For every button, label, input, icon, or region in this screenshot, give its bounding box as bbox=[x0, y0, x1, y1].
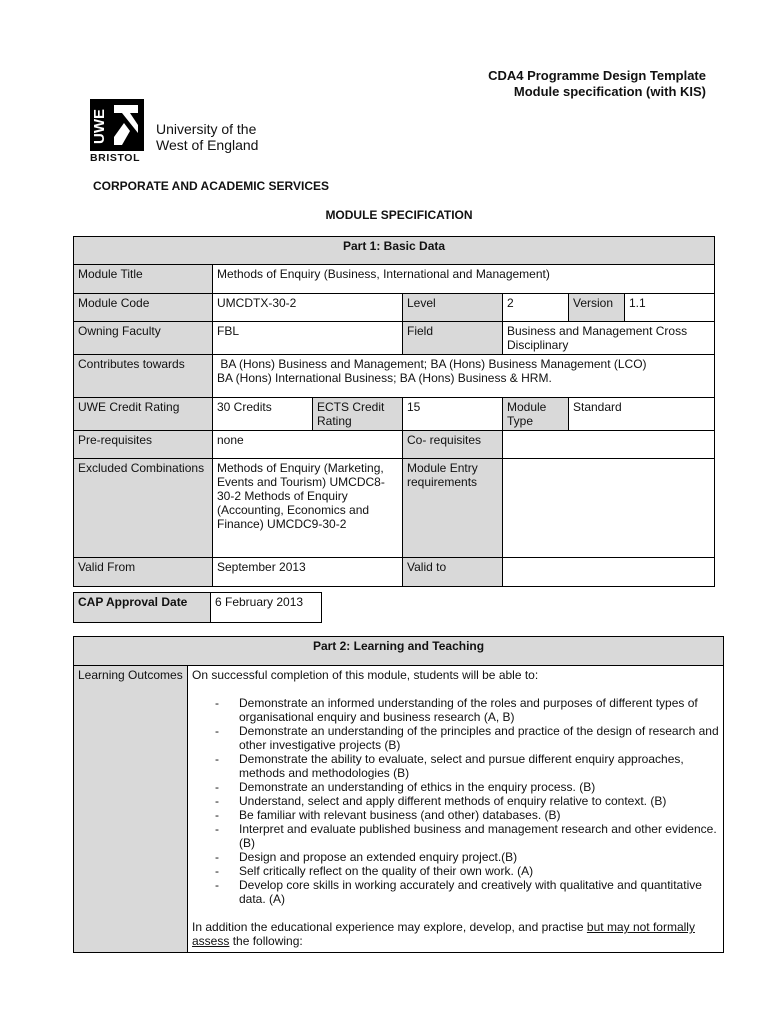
list-item bbox=[192, 878, 719, 906]
bullet-dash: - bbox=[215, 808, 219, 822]
list-item bbox=[192, 752, 719, 780]
logo-university-name bbox=[156, 121, 258, 153]
module-title-value: Methods of Enquiry (Business, International and Management) bbox=[213, 265, 715, 294]
valid-to-value bbox=[503, 558, 715, 587]
list-item bbox=[192, 822, 719, 850]
level-label: Level bbox=[403, 294, 503, 322]
list-item bbox=[192, 724, 719, 752]
ects-value: 15 bbox=[403, 398, 503, 431]
outcome-text: Be familiar with relevant business (and other) databases. (B) bbox=[239, 808, 561, 822]
bullet-dash: - bbox=[215, 752, 219, 766]
excluded-combinations-value: Methods of Enquiry (Marketing, Events and Tourism) UMCDC8-30-2 Methods of Enquiry (Accounting, Economics and Finance) UMCDC9-30-2 bbox=[213, 459, 403, 558]
owning-faculty-label: Owning Faculty bbox=[74, 322, 213, 355]
closing-text-2: the following: bbox=[229, 934, 303, 948]
ects-label: ECTS Credit Rating bbox=[313, 398, 403, 431]
logo-city: BRISTOL bbox=[90, 152, 141, 164]
bullet-dash: - bbox=[215, 794, 219, 808]
uwe-logo-mark bbox=[90, 99, 144, 151]
logo-name-line1: University of the bbox=[156, 121, 257, 137]
corequisites-value bbox=[503, 431, 715, 459]
credit-rating-value: 30 Credits bbox=[213, 398, 313, 431]
template-subtitle: Module specification (with KIS) bbox=[513, 84, 706, 99]
basic-data-table bbox=[73, 236, 715, 587]
list-item bbox=[192, 780, 719, 794]
cap-approval-label: CAP Approval Date bbox=[74, 593, 211, 623]
contributes-line1: BA (Hons) Business and Management; BA (Hons) Business Management (LCO) bbox=[217, 357, 647, 371]
outcome-text: Design and propose an extended enquiry project.(B) bbox=[239, 850, 518, 864]
outcomes-list bbox=[192, 696, 719, 906]
excluded-combinations-label: Excluded Combinations bbox=[74, 459, 213, 558]
bullet-dash: - bbox=[215, 780, 219, 794]
bullet-dash: - bbox=[215, 724, 219, 738]
list-item bbox=[192, 850, 719, 864]
module-type-value: Standard bbox=[569, 398, 715, 431]
closing-underlined: but may not formally assess bbox=[192, 920, 695, 948]
entry-requirements-value bbox=[503, 459, 715, 558]
logo-name-line2: West of England bbox=[156, 137, 259, 153]
prerequisites-label: Pre-requisites bbox=[74, 431, 213, 459]
module-code-value: UMCDTX-30-2 bbox=[213, 294, 403, 322]
outcome-text: Demonstrate the ability to evaluate, select and pursue different enquiry approaches, methods and methodologies (B) bbox=[239, 752, 684, 780]
bullet-dash: - bbox=[215, 696, 219, 710]
cap-approval-table bbox=[73, 592, 322, 623]
version-label: Version bbox=[569, 294, 625, 322]
prerequisites-value: none bbox=[213, 431, 403, 459]
outcome-text: Interpret and evaluate published business and management research and other evidence. (B) bbox=[239, 822, 717, 850]
outcome-text: Demonstrate an understanding of ethics in the enquiry process. (B) bbox=[239, 780, 596, 794]
valid-to-label: Valid to bbox=[403, 558, 503, 587]
outcomes-intro: On successful completion of this module, students will be able to: bbox=[192, 668, 539, 682]
corequisites-label: Co- requisites bbox=[403, 431, 503, 459]
corporate-heading: CORPORATE AND ACADEMIC SERVICES bbox=[93, 179, 330, 193]
outcome-text: Understand, select and apply different methods of enquiry relative to context. (B) bbox=[239, 794, 667, 808]
learning-teaching-table bbox=[73, 636, 724, 953]
part2-heading: Part 2: Learning and Teaching bbox=[74, 637, 724, 666]
field-value: Business and Management Cross Disciplinary bbox=[503, 322, 715, 355]
credit-rating-label: UWE Credit Rating bbox=[74, 398, 213, 431]
outcomes-closing bbox=[192, 920, 719, 948]
part1-heading: Part 1: Basic Data bbox=[74, 237, 715, 265]
valid-from-value: September 2013 bbox=[213, 558, 403, 587]
list-item bbox=[192, 794, 719, 808]
valid-from-label: Valid From bbox=[74, 558, 213, 587]
owning-faculty-value: FBL bbox=[213, 322, 403, 355]
module-code-label: Module Code bbox=[74, 294, 213, 322]
bullet-dash: - bbox=[215, 850, 219, 864]
module-title-label: Module Title bbox=[74, 265, 213, 294]
contributes-towards-label: Contributes towards bbox=[74, 355, 213, 398]
outcome-text: Self critically reflect on the quality of their own work. (A) bbox=[239, 864, 534, 878]
field-label: Field bbox=[403, 322, 503, 355]
outcome-text: Demonstrate an understanding of the principles and practice of the design of research and other investigative projects (B) bbox=[239, 724, 719, 752]
outcome-text: Develop core skills in working accurately and creatively with qualitative and quantitative data. (A) bbox=[239, 878, 702, 906]
learning-outcomes-content bbox=[188, 666, 724, 953]
bullet-dash: - bbox=[215, 878, 219, 892]
module-type-label: Module Type bbox=[503, 398, 569, 431]
outcome-text: Demonstrate an informed understanding of the roles and purposes of different types of organisational enquiry and business research (A, B) bbox=[239, 696, 698, 724]
document-title: MODULE SPECIFICATION bbox=[325, 208, 473, 222]
list-item bbox=[192, 696, 719, 724]
contributes-towards-value bbox=[213, 355, 715, 398]
document-header bbox=[488, 68, 706, 100]
contributes-line2: BA (Hons) International Business; BA (Hons) Business & HRM. bbox=[217, 371, 552, 385]
level-value: 2 bbox=[503, 294, 569, 322]
closing-text-1: In addition the educational experience may explore, develop, and practise bbox=[192, 920, 587, 934]
cap-approval-value: 6 February 2013 bbox=[211, 593, 322, 623]
bullet-dash: - bbox=[215, 822, 219, 836]
list-item bbox=[192, 864, 719, 878]
entry-requirements-label: Module Entry requirements bbox=[403, 459, 503, 558]
version-value: 1.1 bbox=[625, 294, 715, 322]
bullet-dash: - bbox=[215, 864, 219, 878]
uwe-logo-wordmark: UWE bbox=[91, 109, 108, 144]
learning-outcomes-label: Learning Outcomes bbox=[74, 666, 188, 953]
list-item bbox=[192, 808, 719, 822]
template-title: CDA4 Programme Design Template bbox=[488, 68, 706, 83]
uwe-logo bbox=[90, 99, 280, 165]
